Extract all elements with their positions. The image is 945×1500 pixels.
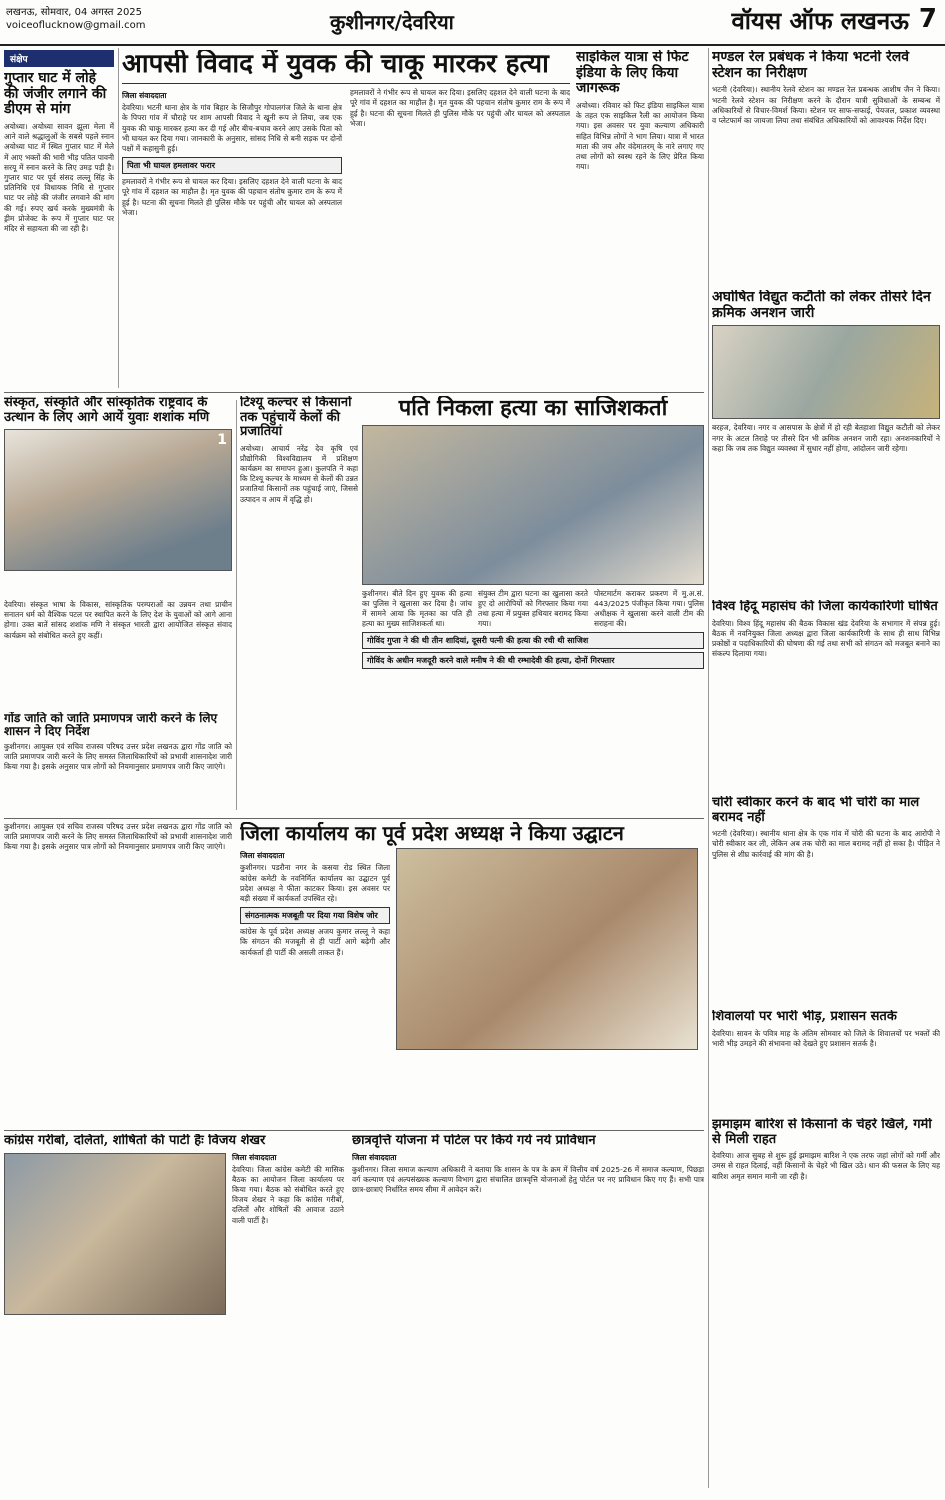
husband-story	[362, 396, 704, 810]
scholarship-byline: जिला संवाददाता	[352, 1152, 397, 1162]
main-story	[122, 50, 570, 388]
vijay-headline: कांग्रेस गरीबों, दलितों, शोषितों की पार्टी हैः विजय शेखर	[4, 1134, 266, 1148]
husband-body-left: कुशीनगर। बीते दिन हुए युवक की हत्या का पुलिस ने खुलासा कर दिया है। जांच में सामने आया कि मृतका का पति ही हत्या का मुख्य साजिशकर्ता था।	[362, 588, 472, 629]
railway-body: भटनी (देवरिया)। स्थानीय रेलवे स्टेशन का मण्डल रेल प्रबन्धक आशीष जैन ने किया। भटनी रेलवे स्टेशन का निरीक्षण करने के दौरान यात्री सुविधाओं के सम्बन्ध में अधिकारियों से विचार-विमर्श किया। स्टेशन पर साफ-सफाई, पेयजल, प्रकाश व्यवस्था व प्लेटफार्म का जायजा लिया तथा संबंधित अधिकारियों को आवश्यक निर्देश दिए।	[712, 85, 940, 125]
congress-office-body-2: कांग्रेस के पूर्व प्रदेश अध्यक्ष अजय कुमार लल्लू ने कहा कि संगठन की मजबूती से ही पार्टी आगे बढ़ेगी और कार्यकर्ता ही पार्टी की असली ताकत हैं।	[240, 927, 390, 957]
tissue-headline: टिश्यू कल्चर से किसानों तक पहुंचायें केलों की प्रजातियां	[240, 396, 352, 440]
husband-body-bottom: पोस्टमार्टम कराकर प्रकरण में मु.अ.सं. 443/2025 पंजीकृत किया गया। पुलिस अधीक्षक ने खुलासा करने वाली टीम की सराहना की।	[594, 588, 704, 629]
rain-headline: झमाझम बारिश से किसानों के चेहरे खिले, गर्मी से मिली राहत	[712, 1118, 932, 1147]
cycle-story	[576, 50, 704, 388]
theft-story	[712, 796, 940, 1006]
section-divider	[4, 1130, 704, 1131]
brief-headline: गुप्तार घाट में लोहे की जंजीर लगाने की डीएम से मांग	[4, 70, 107, 118]
section-divider	[4, 818, 704, 819]
gond-body-continued-block	[4, 822, 232, 1126]
rain-body: देवरिया। आज सुबह से शुरू हुई झमाझम बारिश ने एक तरफ जहां लोगों को गर्मी और उमस से राहत दिलाई, वहीं किसानों के चेहरे भी खिल उठे। धान की फसल के लिए यह बारिश अमृत समान मानी जा रही है।	[712, 1151, 940, 1181]
vijay-byline: जिला संवाददाता	[232, 1152, 277, 1162]
pull-quote-2: गोविंद के अधीन मजदूरी करने वाले मनीष ने की थी रम्भादेवी की हत्या, दोनों गिरफ्तार	[362, 652, 704, 669]
congress-office-byline: जिला संवाददाता	[240, 851, 285, 861]
gond-body: कुशीनगर। आयुक्त एवं सचिव राजस्व परिषद उत्तर प्रदेश लखनऊ द्वारा गोंड जाति को जाति प्रमाणपत्र जारी करने के लिए समस्त जिलाधिकारियों को प्रभावी शासनादेश जारी किया गया है। इसके अनुसार पात्र लोगों को नियमानुसार प्रमाणपत्र जारी किए जाएंगे।	[4, 741, 232, 772]
date-line-block	[6, 6, 145, 32]
sanskrit-photo	[4, 429, 232, 571]
electricity-headline: अघोषित विद्युत कटौती को लेकर तीसरे दिन क्रमिक अनशन जारी	[712, 290, 931, 321]
congress-office-subhead: संगठनात्मक मजबूती पर दिया गया विशेष जोर	[240, 907, 390, 924]
scholarship-story	[352, 1134, 704, 1490]
date-line: लखनऊ, सोमवार, 04 अगस्त 2025	[6, 7, 143, 18]
cycle-headline: साइकिल यात्रा से फिट इंडिया के लिए किया जागरूक	[576, 50, 689, 97]
section-title: कुशीनगर/देवरिया	[330, 10, 454, 34]
section-divider	[4, 392, 704, 393]
rain-story	[712, 1118, 940, 1488]
congress-office-story	[240, 822, 704, 1126]
main-body-2: हमलावरों ने गंभीर रूप से घायल कर दिया। इसलिए दहशत देने वाली घटना के बाद पूरे गांव में दहशत का माहौल है। मृत युवक की पहचान संतोष कुमार राम के रूप में हुई है। घटना की सूचना मिलते ही पुलिस मौके पर पहुंची और घायल को अस्पताल भेजा।	[122, 177, 342, 217]
husband-body-right: संयुक्त टीम द्वारा घटना का खुलासा करते हुए दो आरोपियों को गिरफ्तार किया गया तथा हत्या में प्रयुक्त हथियार बरामद किया गया।	[478, 588, 588, 629]
gond-story	[4, 712, 232, 812]
theft-body: भटनी (देवरिया)। स्थानीय थाना क्षेत्र के एक गांव में चोरी की घटना के बाद आरोपी ने चोरी स्वीकार कर ली, लेकिन अब तक चोरी का माल बरामद नहीं हो सका है। पीड़ित ने पुलिस से शीघ्र कार्रवाई की मांग की है।	[712, 829, 940, 859]
sanskrit-story	[4, 396, 232, 596]
sanskrit-body: देवरिया। संस्कृत भाषा के विकास, सांस्कृतिक परम्पराओं का उन्नयन तथा प्राचीन सनातन धर्म को वैश्विक पटल पर स्थापित करने के लिए देश के युवाओं को आगे आना होगा। उक्त बातें सांसद शशांक मणि ने संस्कृत भारती द्वारा आयोजित संस्कृत संवाद कार्यक्रम को संबोधित करते हुए कहीं।	[4, 600, 232, 640]
shivalaya-story	[712, 1010, 940, 1110]
vijay-story	[4, 1134, 344, 1490]
railway-headline: मण्डल रेल प्रबंधक ने किया भटनी रेलवे स्टेशन का निरीक्षण	[712, 50, 909, 81]
vijay-body: देवरिया। जिला कांग्रेस कमेटी की मासिक बैठक का आयोजन जिला कार्यालय पर किया गया। बैठक को संबोधित करते हुए विजय शेखर ने कहा कि कांग्रेस गरीबों, दलितों और शोषितों की आवाज उठाने वाली पार्टी है।	[232, 1164, 344, 1225]
main-subhead: पिता भी घायल हमलावर फरार	[122, 157, 342, 174]
arrest-photo	[362, 425, 704, 585]
railway-story	[712, 50, 940, 286]
brief-gupptar-ghat	[4, 50, 114, 386]
column-rule	[236, 400, 237, 810]
photo-number: 1	[217, 432, 227, 449]
masthead	[0, 0, 945, 46]
shivalaya-body: देवरिया। सावन के पवित्र माह के अंतिम सोमवार को जिले के शिवालयों पर भक्तों की भारी भीड़ उमड़ने की संभावना को देखते हुए प्रशासन सतर्क है।	[712, 1028, 940, 1048]
electricity-body: बरहज, देवरिया। नगर व आसपास के क्षेत्रों में हो रही बेतहाशा विद्युत कटौती को लेकर नगर के अटल तिराहे पर तीसरे दिन भी क्रमिक अनशन जारी रहा। अनशनकारियों ने कहा कि जब तक विद्युत व्यवस्था में सुधार नहीं होगा, आंदोलन जारी रहेगा।	[712, 423, 940, 453]
main-body: देवरिया। भटनी थाना क्षेत्र के गांव बिहार के सिजौपुर गोपालगंज जिले के थाना क्षेत्र के पिपरा गांव में चौराहे पर शाम आपसी विवाद ने खूनी रूप ले लिया, जब एक युवक की चाकू मारकर हत्या कर दी गई और बीच-बचाव करने आए उसके पिता को भी घायल कर दिया गया। जानकारी के अनुसार, सांसद निधि से बनी सड़क पर दोनों पक्षों में कहासुनी हुई।	[122, 103, 342, 153]
sanskrit-body-block	[4, 600, 232, 708]
cycle-body: अयोध्या। रविवार को फिट इंडिया साइकिल यात्रा के तहत एक साइकिल रैली का आयोजन किया गया। इस अवसर पर युवा कल्याण अधिकारी सहित विभिन्न लोगों ने भाग लिया। यात्रा में भारत माता की जय और वंदेमातरम् के नारे लगाए गए तथा लोगों को स्वस्थ रहने के लिए प्रेरित किया गया।	[576, 101, 704, 172]
mahasangh-story	[712, 600, 940, 790]
congress-office-body: कुशीनगर। पडरौना नगर के कसया रोड स्थित जिला कांग्रेस कमेटी के नवनिर्मित कार्यालय का उद्घाटन पूर्व प्रदेश अध्यक्ष ने फीता काटकर किया। इस अवसर पर बड़ी संख्या में कार्यकर्ता उपस्थित रहे।	[240, 863, 390, 903]
tissue-story	[240, 396, 358, 810]
inauguration-photo	[396, 848, 698, 1050]
column-rule	[708, 48, 709, 1488]
pull-quote-1: गोविंद गुप्ता ने की थी तीन शादियां, दूसरी पत्नी की हत्या की रची थी साजिश	[362, 632, 704, 649]
gond-headline: गोंड जाति को जाति प्रमाणपत्र जारी करने के लिए शासन ने दिए निर्देश	[4, 712, 218, 739]
main-headline: आपसी विवाद में युवक की चाकू मारकर हत्या	[122, 50, 570, 84]
tissue-body: अयोध्या। आचार्य नरेंद्र देव कृषि एवं प्रौद्योगिकी विश्वविद्यालय में प्रशिक्षण कार्यक्रम का समापन हुआ। कुलपति ने कहा कि टिश्यू कल्चर के माध्यम से केलों की उन्नत प्रजातियां किसानों तक पहुंचाई जाएं, जिससे उत्पादन व आय में वृद्धि हो।	[240, 443, 358, 504]
main-body-continued: हमलावरों ने गंभीर रूप से घायल कर दिया। इसलिए दहशत देने वाली घटना के बाद पूरे गांव में दहशत का माहौल है। मृत युवक की पहचान संतोष कुमार राम के रूप में हुई है। घटना की सूचना मिलते ही पुलिस मौके पर पहुंची और घायल को अस्पताल भेजा।	[350, 88, 570, 128]
sanskrit-headline: संस्कृत, संस्कृति और सांस्कृतिक राष्ट्रवाद के उत्थान के लिए आगे आयें युवाः शशांक मणि	[4, 396, 210, 425]
paper-name: वॉयस ऑफ लखनऊ	[731, 6, 909, 35]
main-byline: जिला संवाददाता	[122, 91, 167, 101]
mahasangh-body: देवरिया। विश्व हिंदू महासंघ की बैठक विकास खंड देवरिया के सभागार में संपन्न हुई। बैठक में नवनियुक्त जिला अध्यक्ष द्वारा जिला कार्यकारिणी के साथ ही साथ विभिन्न प्रकोष्ठों व पदाधिकारियों की घोषणा की गई तथा सभी को संगठन को मजबूत बनाने का संकल्प दिलाया गया।	[712, 618, 940, 659]
meeting-photo	[4, 1153, 226, 1315]
brief-body: अयोध्या। अयोध्या सावन झूला मेला में आने वाले श्रद्धालुओं के सबसे पहले स्नान अयोध्या घाट में स्थित गुप्तार घाट में मेले में आए भक्तों की भारी भीड़ पतित पावनी सरयू में स्नान करने के लिए उमड़ पड़ी है। गुप्तार घाट पर पूर्व संसद लल्लू सिंह के प्रतिनिधि एवं विधायक निधि से गुप्तार घाट पर लोहे की जंजीर लगवाने की मांग की गई। रुपए खर्च करके मुख्यमंत्री के ड्रीम प्रोजेक्ट के रूप में गुप्तार घाट पर मंदिर से सहायता की जा रही है।	[4, 122, 114, 234]
brief-tag: संक्षेप	[4, 50, 114, 67]
congress-office-headline: जिला कार्यालय का पूर्व प्रदेश अध्यक्ष ने किया उद्घाटन	[240, 822, 624, 845]
page-number: 7	[918, 4, 937, 34]
gond-body-continued: कुशीनगर। आयुक्त एवं सचिव राजस्व परिषद उत्तर प्रदेश लखनऊ द्वारा गोंड जाति को जाति प्रमाणपत्र जारी करने के लिए समस्त जिलाधिकारियों को प्रभावी शासनादेश जारी किया गया है। इसके अनुसार पात्र लोगों को नियमानुसार प्रमाणपत्र जारी किए जाएंगे।	[4, 822, 232, 852]
shivalaya-headline: शिवालयों पर भारी भीड़, प्रशासन सतर्क	[712, 1010, 897, 1024]
husband-headline: पति निकला हत्या का साजिशकर्ता	[398, 396, 668, 421]
mahasangh-headline: विश्व हिंदू महासंघ की जिला कार्यकारिणी घोषित	[712, 600, 938, 614]
scholarship-headline: छात्रवृत्ति योजना में पोर्टल पर किये गये नये प्राविधान	[352, 1134, 596, 1148]
scholarship-body: कुशीनगर। जिला समाज कल्याण अधिकारी ने बताया कि शासन के पत्र के क्रम में वित्तीय वर्ष 2025-26 में समाज कल्याण, पिछड़ा वर्ग कल्याण एवं अल्पसंख्यक कल्याण विभाग द्वारा संचालित छात्रवृत्ति योजनाओं हेतु पोर्टल पर नए प्राविधान किए गए हैं। सभी पात्र छात्र-छात्राएं निर्धारित समय सीमा में आवेदन करें।	[352, 1164, 704, 1194]
protest-photo	[712, 325, 940, 419]
column-rule	[118, 48, 119, 388]
email: voiceoflucknow@gmail.com	[6, 20, 146, 31]
electricity-story	[712, 290, 940, 590]
theft-headline: चोरी स्वीकार करने के बाद भी चोरी का माल बरामद नहीं	[712, 796, 920, 825]
